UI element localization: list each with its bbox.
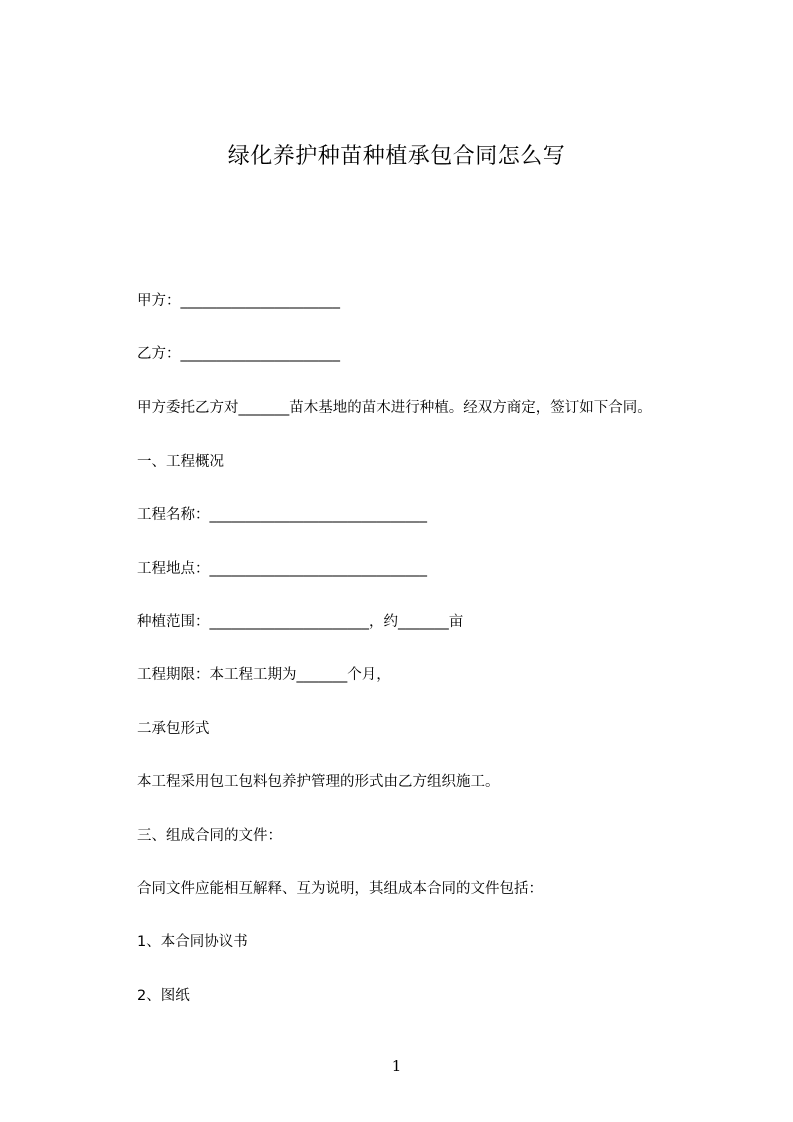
page-number: 1 [391, 1057, 402, 1075]
project-duration-line: 工程期限：本工程工期为_______个月， [137, 667, 391, 683]
section-heading-overview: 一、工程概况 [137, 454, 224, 470]
project-location-line: 工程地点：______________________________ [137, 561, 427, 577]
contract-form-paragraph: 本工程采用包工包料包养护管理的形式由乙方组织施工。 [137, 774, 500, 790]
section-heading-contract-form: 二承包形式 [137, 721, 210, 737]
party-a-line: 甲方：______________________ [137, 293, 340, 309]
documents-paragraph: 合同文件应能相互解释、互为说明，其组成本合同的文件包括： [137, 881, 543, 897]
section-heading-documents: 三、组成合同的文件： [137, 828, 282, 844]
planting-scope-line: 种植范围：______________________，约_______亩 [137, 614, 464, 630]
intro-paragraph: 甲方委托乙方对_______苗木基地的苗木进行种植。经双方商定，签订如下合同。 [137, 400, 652, 416]
list-item: 2、图纸 [137, 988, 190, 1004]
page-title: 绿化养护种苗种植承包合同怎么写 [227, 144, 566, 169]
project-name-line: 工程名称：______________________________ [137, 507, 427, 523]
list-item: 1、本合同协议书 [137, 934, 248, 950]
party-b-line: 乙方：______________________ [137, 346, 340, 362]
